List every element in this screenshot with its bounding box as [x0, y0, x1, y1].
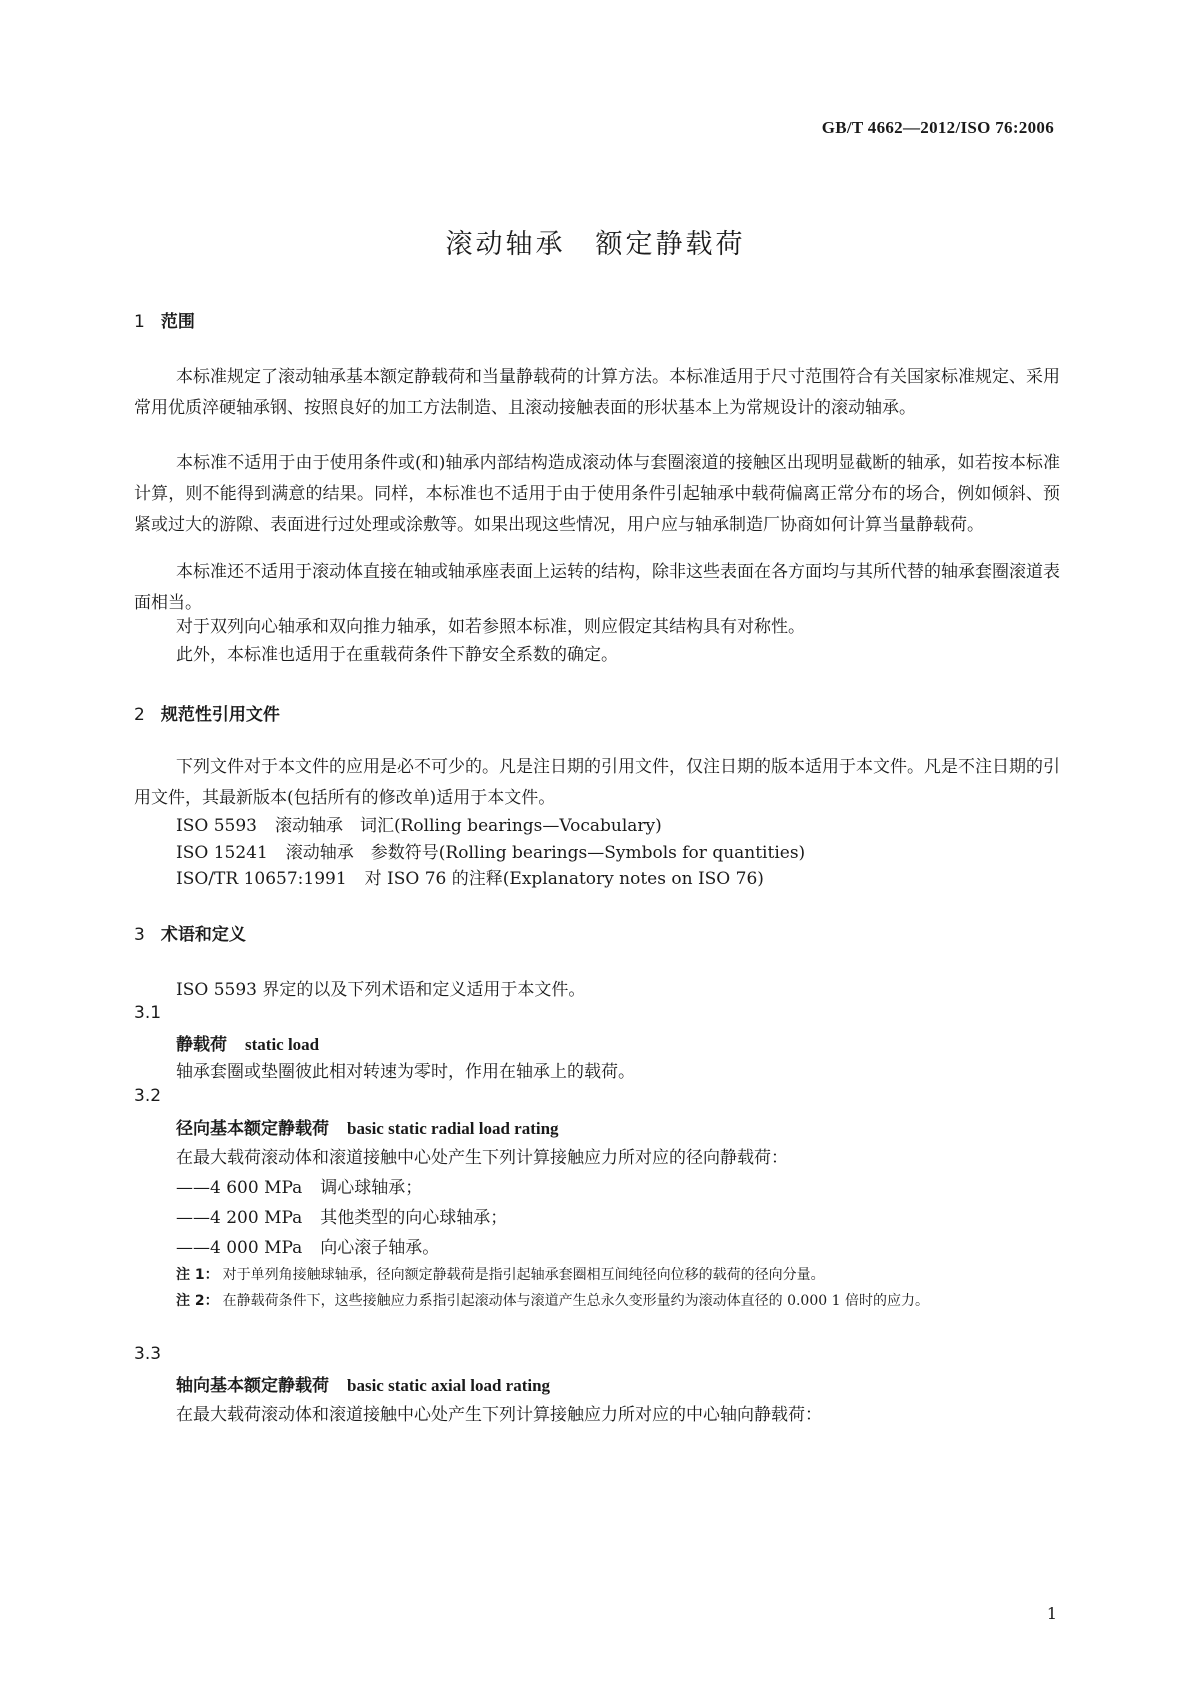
paragraph: 下列文件对于本文件的应用是必不可少的。凡是注日期的引用文件，仅注日期的版本适用于本文件。凡是不注日期的引用文件，其最新版本(包括所有的修改单)适用于本文件。 — [134, 757, 1060, 808]
reference-title: 滚动轴承 词汇(Rolling bearings—Vocabulary) — [274, 816, 662, 836]
term-chinese: 静载荷 — [176, 1035, 227, 1055]
term-english: basic static radial load rating — [347, 1119, 559, 1138]
term-heading — [176, 1371, 550, 1396]
term-heading — [176, 1114, 559, 1139]
note-text: 在静载荷条件下，这些接触应力系指引起滚动体与滚道产生总永久变形量约为滚动体直径的 0.000 1 倍时的应力。 — [222, 1293, 929, 1309]
section-number: 1 — [134, 312, 145, 332]
standard-code: GB/T 4662—2012/ISO 76:2006 — [821, 118, 1054, 137]
bearing-type: 向心滚子轴承。 — [320, 1238, 440, 1258]
section-2-heading — [134, 700, 280, 725]
reference-item — [176, 838, 805, 863]
term-heading — [176, 1030, 319, 1055]
term-definition: 轴承套圈或垫圈彼此相对转速为零时，作用在轴承上的载荷。 — [176, 1062, 635, 1082]
reference-item — [176, 864, 764, 889]
section-number: 2 — [134, 705, 145, 725]
term-definition: 在最大载荷滚动体和滚道接触中心处产生下列计算接触应力所对应的中心轴向静载荷： — [176, 1405, 822, 1425]
note — [176, 1262, 1078, 1288]
paragraph: 本标准还不适用于滚动体直接在轴或轴承座表面上运转的结构，除非这些表面在各方面均与其所代替的轴承套圈滚道表面相当。 — [134, 562, 1060, 613]
section-title: 范围 — [160, 312, 195, 332]
paragraph: 本标准规定了滚动轴承基本额定静载荷和当量静载荷的计算方法。本标准适用于尺寸范围符合有关国家标准规定、采用常用优质淬硬轴承钢、按照良好的加工方法制造、且滚动接触表面的形状基本上为常规设计的滚动轴承。 — [134, 367, 1060, 418]
reference-code: ISO/TR 10657:1991 — [176, 869, 347, 889]
reference-code: ISO 5593 — [176, 816, 257, 836]
term-definition: 在最大载荷滚动体和滚道接触中心处产生下列计算接触应力所对应的径向静载荷： — [176, 1148, 788, 1168]
list-item — [176, 1233, 439, 1258]
section-3-heading — [134, 920, 246, 945]
list-item — [176, 1173, 422, 1198]
clause-number: 3.1 — [134, 1003, 162, 1023]
bearing-type: 其他类型的向心球轴承； — [320, 1208, 508, 1228]
note — [176, 1288, 1078, 1314]
reference-title: 对 ISO 76 的注释(Explanatory notes on ISO 76) — [364, 869, 764, 889]
paragraph: 对于双列向心轴承和双向推力轴承，如若参照本标准，则应假定其结构具有对称性。 — [176, 617, 805, 637]
clause-number: 3.3 — [134, 1344, 162, 1364]
term-english: basic static axial load rating — [347, 1376, 551, 1395]
list-item — [176, 1203, 507, 1228]
section-1-heading — [134, 307, 195, 332]
term-chinese: 轴向基本额定静载荷 — [176, 1376, 329, 1396]
page-number: 1 — [1046, 1604, 1057, 1623]
clause-number: 3.2 — [134, 1086, 162, 1106]
term-english: static load — [245, 1035, 320, 1054]
stress-value: ——4 000 MPa — [176, 1238, 303, 1258]
paragraph: 本标准不适用于由于使用条件或(和)轴承内部结构造成滚动体与套圈滚道的接触区出现明显截断的轴承，如若按本标准计算，则不能得到满意的结果。同样，本标准也不适用于由于使用条件引起轴承中载荷偏离正常分布的场合，例如倾斜、预紧或过大的游隙、表面进行过处理或涂敷等。如果出现这些情况，用户应与轴承制造厂协商如何计算当量静载荷。 — [134, 453, 1060, 535]
reference-title: 滚动轴承 参数符号(Rolling bearings—Symbols for quantities) — [285, 843, 806, 863]
paragraph: 此外，本标准也适用于在重载荷条件下静安全系数的确定。 — [176, 645, 618, 665]
stress-value: ——4 200 MPa — [176, 1208, 303, 1228]
bearing-type: 调心球轴承； — [320, 1178, 423, 1198]
reference-code: ISO 15241 — [176, 843, 268, 863]
section-title: 术语和定义 — [160, 925, 246, 945]
term-chinese: 径向基本额定静载荷 — [176, 1119, 329, 1139]
note-label: 注 2： — [176, 1293, 219, 1309]
stress-value: ——4 600 MPa — [176, 1178, 303, 1198]
section-title: 规范性引用文件 — [160, 705, 280, 725]
section-3-intro: ISO 5593 界定的以及下列术语和定义适用于本文件。 — [176, 980, 586, 1000]
document-title: 滚动轴承 额定静载荷 — [445, 229, 746, 260]
note-text: 对于单列角接触球轴承，径向额定静载荷是指引起轴承套圈相互间纯径向位移的载荷的径向分量。 — [222, 1267, 825, 1283]
note-label: 注 1： — [176, 1267, 219, 1283]
section-number: 3 — [134, 925, 145, 945]
reference-item — [176, 811, 662, 836]
